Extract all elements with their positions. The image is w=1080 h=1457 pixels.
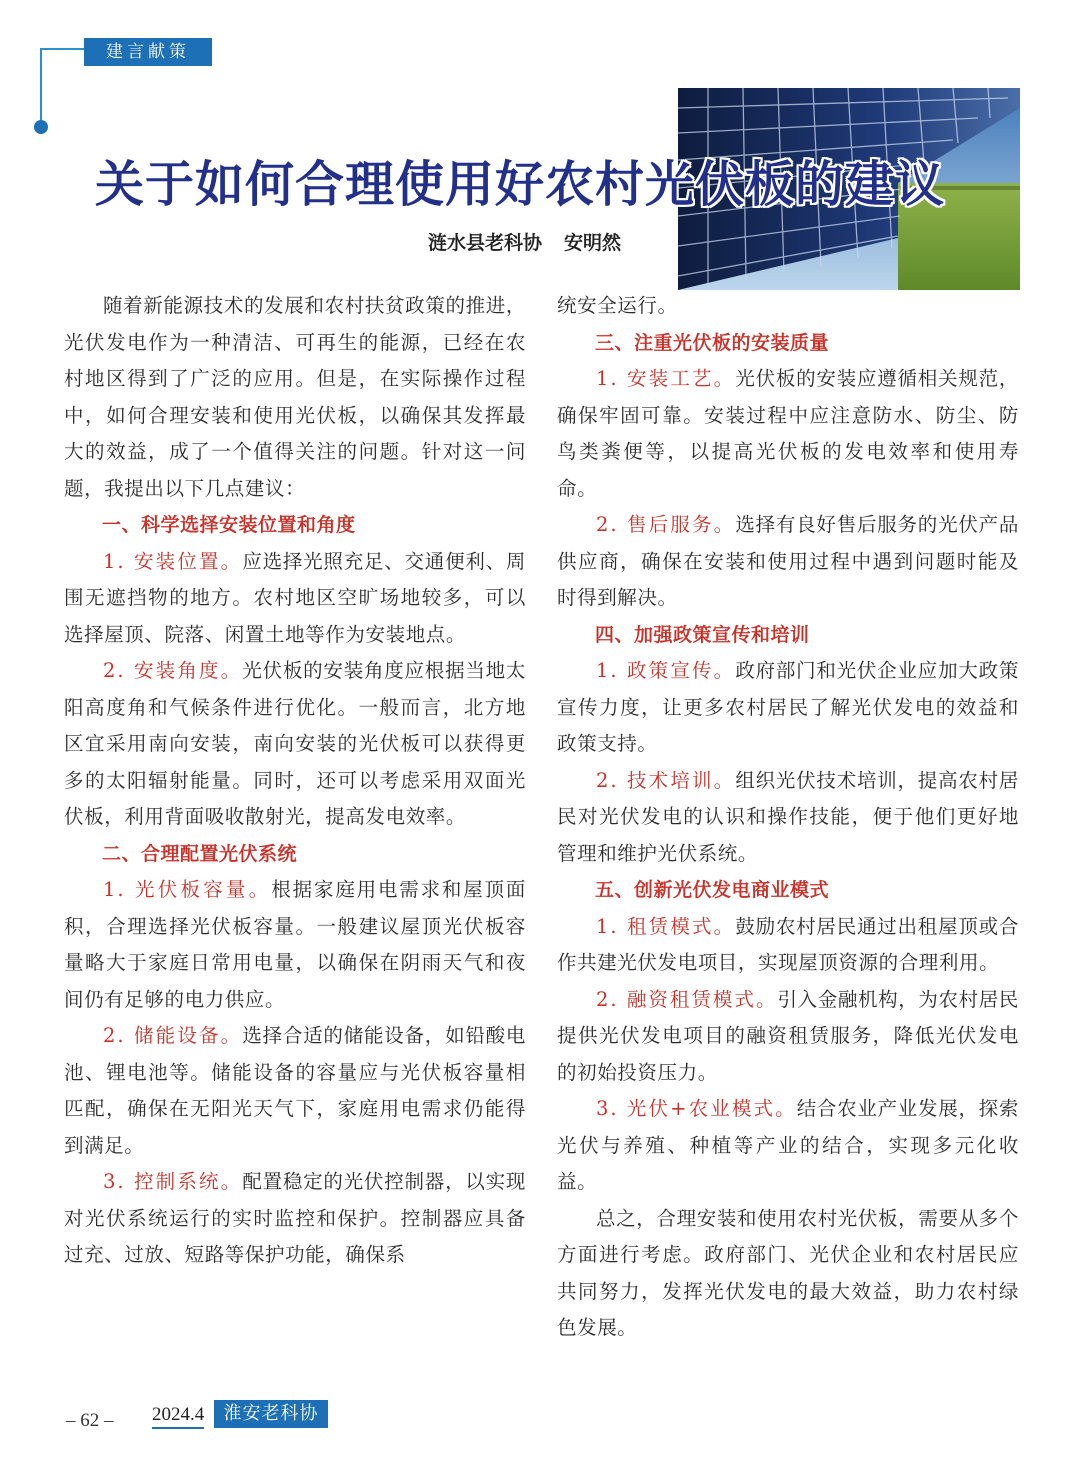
paragraph (557, 507, 1019, 617)
item-keyword: 2. 安装角度。 (103, 659, 243, 682)
item-keyword: 3. 控制系统。 (103, 1170, 243, 1193)
paragraph (557, 361, 1019, 507)
byline (428, 228, 621, 255)
left-column (64, 288, 526, 1274)
item-text: 光伏板的安装角度应根据当地太阳高度角和气候条件进行优化。一般而言，北方地区宜采用南向安装，南向安装的光伏板可以获得更多的太阳辐射能量。同时，还可以考虑采用双面光伏板，利用背面吸收散射光，提高发电效率。 (64, 659, 526, 828)
page-number: – 62 – (66, 1410, 114, 1431)
conclusion-paragraph: 总之，合理安装和使用农村光伏板，需要从多个方面进行考虑。政府部门、光伏企业和农村居民应共同努力，发挥光伏发电的最大效益，助力农村绿色发展。 (557, 1206, 1019, 1339)
paragraph (64, 653, 526, 836)
item-text: 光伏板的安装应遵循相关规范，确保牢固可靠。安装过程中应注意防水、防尘、防鸟类粪便等，以提高光伏板的发电效率和使用寿命。 (557, 367, 1019, 500)
right-column (557, 288, 1019, 1347)
author-name: 安明然 (564, 232, 622, 254)
item-text: 应选择光照充足、交通便利、周围无遮挡物的地方。农村地区空旷场地较多，可以选择屋顶、院落、闲置土地等作为安装地点。 (64, 549, 526, 646)
item-keyword: 2. 技术培训。 (596, 768, 736, 792)
item-keyword: 2. 融资租赁模式。 (596, 987, 778, 1011)
article-title: 关于如何合理使用好农村光伏板的建议 (95, 156, 946, 213)
section-heading-1: 一、科学选择安装位置和角度 (102, 514, 356, 536)
paragraph (557, 982, 1019, 1092)
paragraph (64, 544, 526, 654)
paragraph (557, 909, 1019, 982)
decorative-rule-top (40, 48, 85, 50)
item-text: 选择有良好售后服务的光伏产品供应商，确保在安装和使用过程中遇到问题时能及时得到解决。 (557, 513, 1019, 609)
item-keyword: 1. 政策宣传。 (596, 659, 736, 682)
section-heading-3: 三、注重光伏板的安装质量 (595, 331, 830, 354)
item-keyword: 2. 储能设备。 (103, 1024, 243, 1047)
item-keyword: 1. 安装工艺。 (596, 367, 736, 390)
paragraph (64, 1018, 526, 1164)
section-heading-2: 二、合理配置光伏系统 (102, 842, 298, 865)
item-text: 选择合适的储能设备，如铅酸电池、锂电池等。储能设备的容量应与光伏板容量相匹配，确保在无阳光天气下，家庭用电需求仍能得到满足。 (64, 1024, 526, 1157)
paragraph (557, 653, 1019, 763)
paragraph (557, 1091, 1019, 1201)
continued-paragraph: 统安全运行。 (557, 294, 678, 317)
section-tag: 建言献策 (84, 38, 212, 66)
issue-number: 2024.4 (152, 1404, 204, 1429)
item-keyword: 1. 光伏板容量。 (103, 878, 272, 901)
paragraph (557, 763, 1019, 873)
item-text: 根据家庭用电需求和屋顶面积，合理选择光伏板容量。一般建议屋顶光伏板容量略大于家庭日常用电量，以确保在阴雨天气和夜间仍有足够的电力供应。 (64, 878, 526, 1011)
item-keyword: 3. 光伏+农业模式。 (596, 1097, 797, 1120)
paragraph (64, 1164, 526, 1274)
item-text: 引入金融机构，为农村居民提供光伏发电项目的融资租赁服务，降低光伏发电的初始投资压力。 (557, 987, 1019, 1084)
paragraph (64, 872, 526, 1018)
item-keyword: 1. 安装位置。 (103, 549, 243, 573)
item-text: 结合农业产业发展，探索光伏与养殖、种植等产业的结合，实现多元化收益。 (557, 1097, 1019, 1193)
section-heading-4: 四、加强政策宣传和培训 (595, 623, 810, 646)
item-keyword: 2. 售后服务。 (596, 513, 736, 536)
intro-paragraph: 随着新能源技术的发展和农村扶贫政策的推进，光伏发电作为一种清洁、可再生的能源，已经在农村地区得到了广泛的应用。但是，在实际操作过程中，如何合理安装和使用光伏板，以确保其发挥最大的效益，成了一个值得关注的问题。针对这一问题，我提出以下几点建议： (64, 294, 526, 500)
item-text: 配置稳定的光伏控制器，以实现对光伏系统运行的实时监控和保护。控制器应具备过充、过放、短路等保护功能，确保系 (64, 1170, 526, 1266)
decorative-dot (34, 120, 48, 134)
author-org: 涟水县老科协 (428, 232, 543, 254)
item-text: 鼓励农村居民通过出租屋顶或合作共建光伏发电项目，实现屋顶资源的合理利用。 (557, 914, 1019, 974)
magazine-name: 淮安老科协 (214, 1400, 328, 1428)
item-text: 组织光伏技术培训，提高农村居民对光伏发电的认识和操作技能，便于他们更好地管理和维护光伏系统。 (557, 768, 1019, 865)
item-keyword: 1. 租赁模式。 (596, 914, 736, 938)
section-heading-5: 五、创新光伏发电商业模式 (595, 879, 830, 901)
decorative-rule (40, 48, 42, 128)
item-text: 政府部门和光伏企业应加大政策宣传力度，让更多农村居民了解光伏发电的效益和政策支持。 (557, 659, 1019, 755)
